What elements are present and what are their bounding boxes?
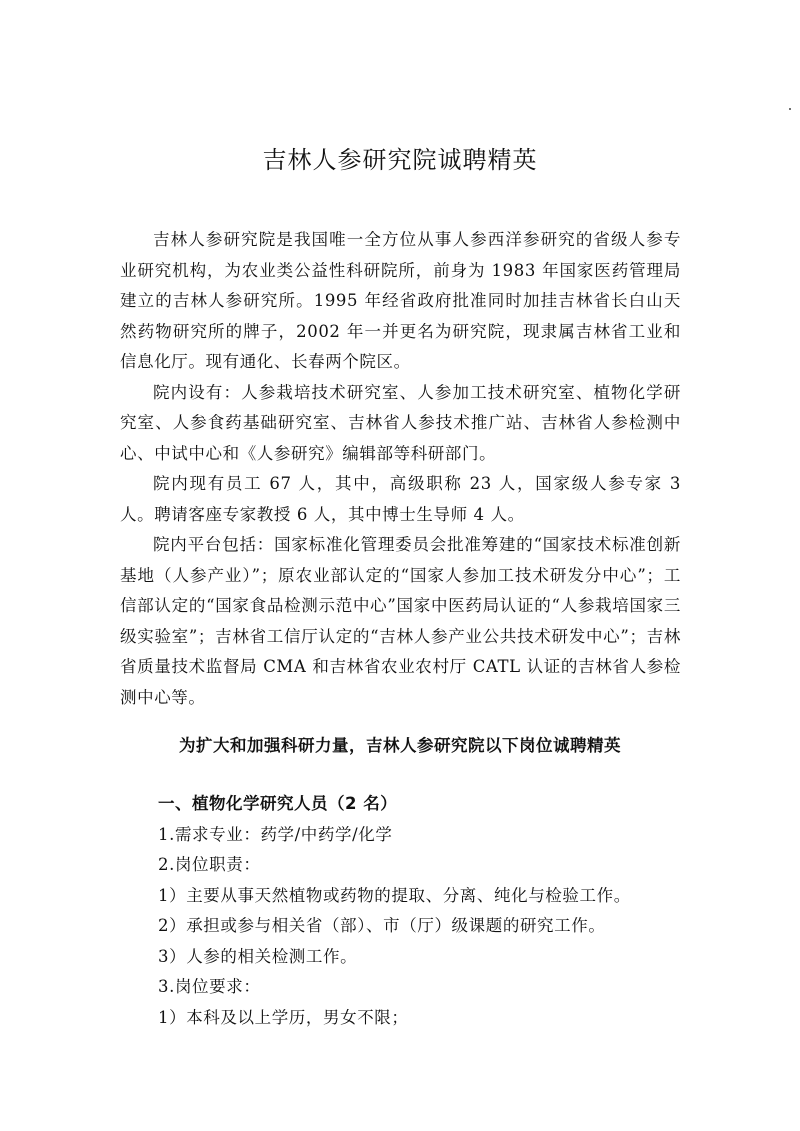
document-title: 吉林人参研究院诚聘精英 (262, 146, 538, 174)
duties-heading: 2.岗位职责： (158, 855, 261, 874)
requirement-item: 1）本科及以上学历，男女不限； (158, 1007, 409, 1027)
intro-section (120, 225, 681, 713)
recruitment-headline: 为扩大和加强科研力量，吉林人参研究院以下岗位诚聘精英 (179, 736, 621, 755)
platforms-paragraph: 院内平台包括：国家标准化管理委员会批准筹建的“国家技术标准创新基地（人参产业）”；原农业部认定的“国家人参加工技术研发分中心”；工信部认定的“国家食品检测示范中心”国家中医药局认证的“人参栽培国家三级实验室”；吉林省工信厅认定的“吉林人参产业公共技术研发中心”；吉林省质量技术监督局 CMA 和吉林省农业农村厅 CATL 认证的吉林省人参检测中心等。 (120, 535, 681, 707)
required-major-line: 1.需求专业：药学/中药学/化学 (158, 824, 393, 844)
position-section (158, 789, 698, 1033)
staff-paragraph: 院内现有员工 67 人，其中，高级职称 23 人，国家级人参专家 3 人。聘请客座专家教授 6 人，其中博士生导师 4 人。 (120, 474, 681, 524)
duty-item: 3）人参的相关检测工作。 (158, 946, 358, 966)
corner-dot (789, 108, 791, 110)
requirements-heading: 3.岗位要求： (158, 977, 261, 996)
duty-item: 1）主要从事天然植物或药物的提取、分离、纯化与检验工作。 (158, 885, 631, 905)
intro-paragraph: 吉林人参研究院是我国唯一全方位从事人参西洋参研究的省级人参专业研究机构，为农业类公益性科研院所，前身为 1983 年国家医药管理局建立的吉林人参研究所。1995 年经省政府批准同时加挂吉林省长白山天然药物研究所的牌子，2002 年一并更名为研究院，现隶属吉林省工业和信息化厅。现有通化、长春两个院区。 (120, 230, 681, 371)
departments-paragraph: 院内设有：人参栽培技术研究室、人参加工技术研究室、植物化学研究室、人参食药基础研究室、吉林省人参技术推广站、吉林省人参检测中心、中试中心和《人参研究》编辑部等科研部门。 (120, 382, 681, 463)
duty-item: 2）承担或参与相关省（部）、市（厅）级课题的研究工作。 (158, 916, 606, 935)
position-title: 一、植物化学研究人员（2 名） (158, 794, 398, 813)
